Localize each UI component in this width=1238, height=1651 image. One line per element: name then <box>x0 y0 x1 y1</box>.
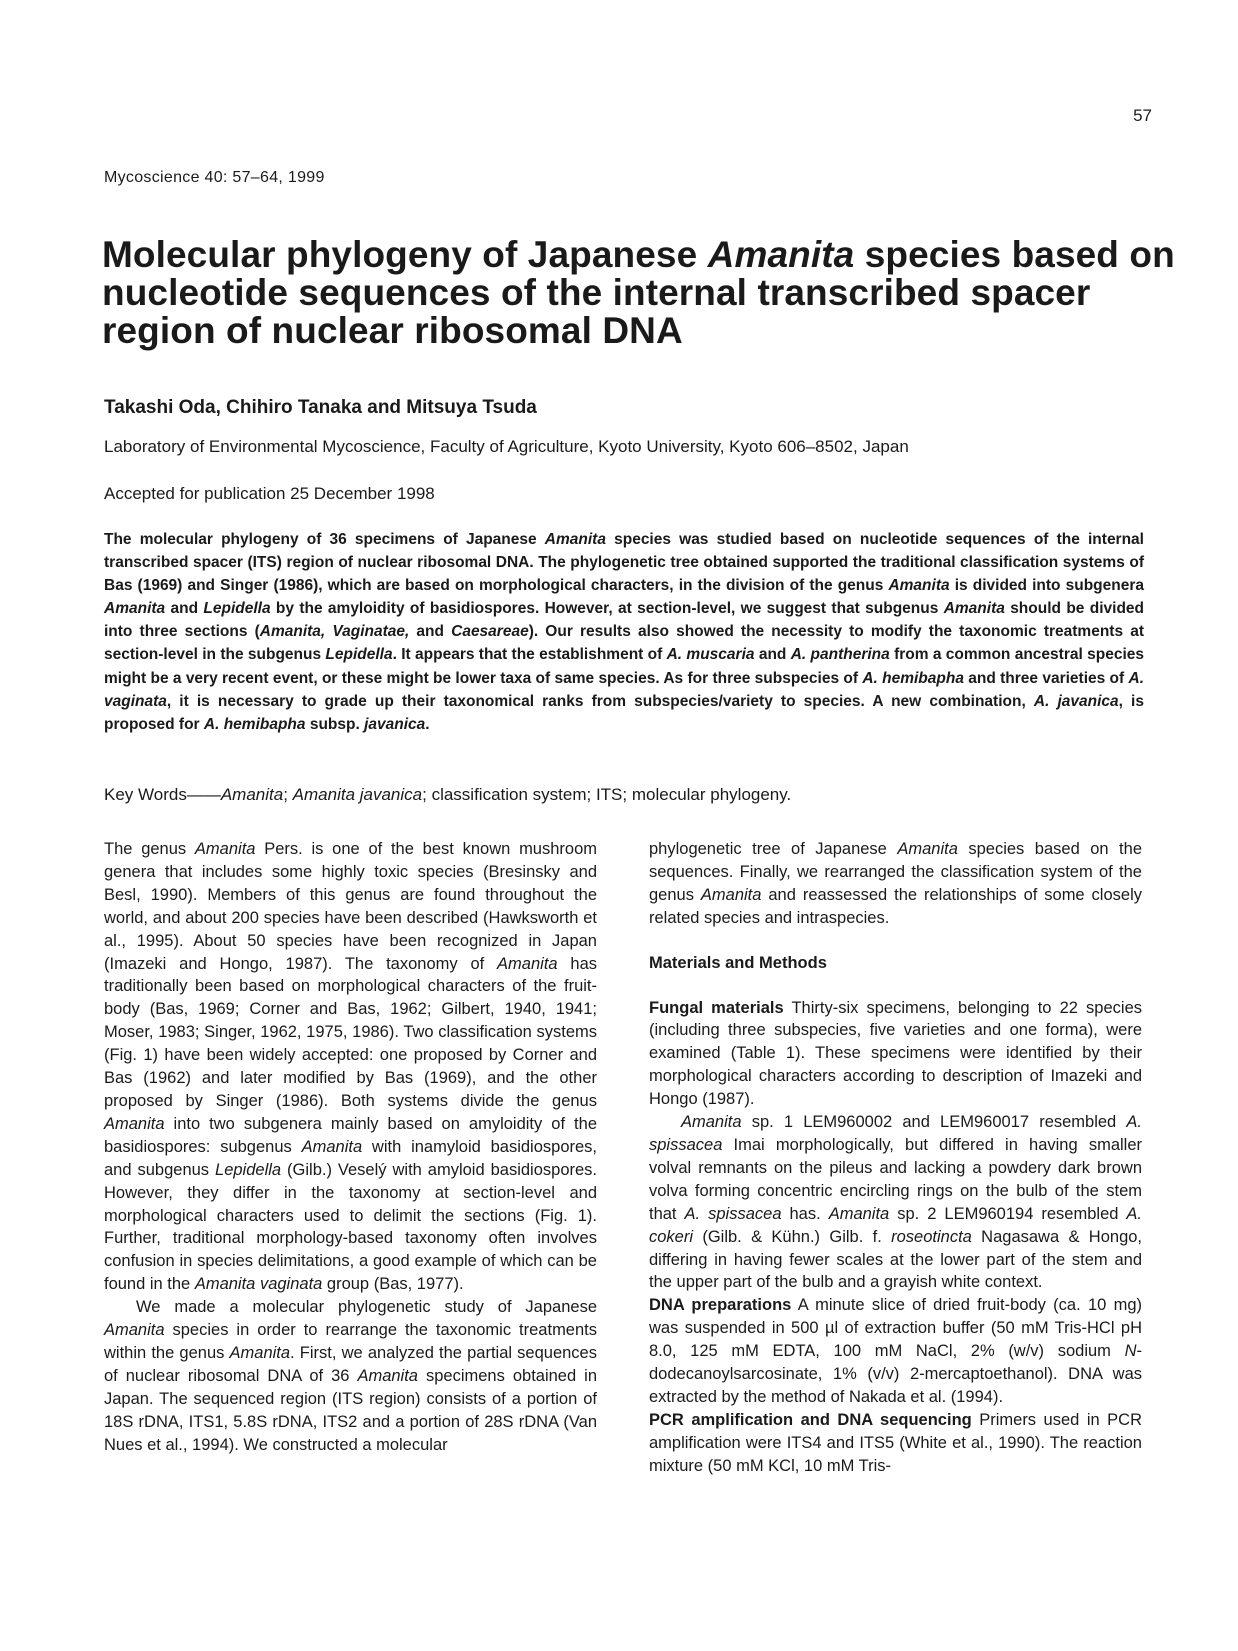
fungal-materials-paragraph: Fungal materials Thirty-six specimens, belonging to 22 species (including three subspecies, five varieties and one forma), were examined (Table 1). These specimens were identified by their morphological characters according to description of Imazeki and Hongo (1987). <box>649 998 1142 1109</box>
dna-preparations-paragraph: DNA preparations A minute slice of dried fruit-body (ca. 10 mg) was suspended in 500 µl of extraction buffer (50 mM Tris-HCl pH 8.0, 125 mM EDTA, 100 mM NaCl, 2% (w/v) sodium N-dodecanoylsarcosinate, 1% (v/v) 2-mercaptoethanol). DNA was extracted by the method of Nakada et al. (1994). <box>649 1296 1142 1406</box>
title-line-2: nucleotide sequences of the internal transcribed spacer <box>102 272 1091 313</box>
intro-paragraph-3: phylogenetic tree of Japanese Amanita species based on the sequences. Finally, we rearranged the classification system of the genus Amanita and reassessed the relationships of some closely related species and intraspecies. <box>649 840 1142 927</box>
intro-paragraph-1: The genus Amanita Pers. is one of the best known mushroom genera that includes some highly toxic species (Bresinsky and Besl, 1990). Members of this genus are found throughout the world, and about 200 species have been described (Hawksworth et al., 1995). About 50 species have been recognized in Japan (Imazeki and Hongo, 1987). The taxonomy of Amanita has traditionally been based on morphological characters of the fruit-body (Bas, 1969; Corner and Bas, 1962; Gilbert, 1940, 1941; Moser, 1983; Singer, 1962, 1975, 1986). Two classification systems (Fig. 1) have been widely accepted: one proposed by Corner and Bas (1962) and later modified by Bas (1969), and the other proposed by Singer (1986). Both systems divide the genus Amanita into two subgenera mainly based on amyloidity of the basidiospores: subgenus Amanita with inamyloid basidiospores, and subgenus Lepidella (Gilb.) Veselý with amyloid basidiospores. However, they differ in the taxonomy at section-level and morphological characters used to delimit the sections (Fig. 1). Further, traditional morphology-based taxonomy often involves confusion in species delimitations, a good example of which can be found in the Amanita vaginata group (Bas, 1977). <box>104 840 598 1294</box>
pcr-paragraph: PCR amplification and DNA sequencing Primers used in PCR amplification were ITS4 and ITS5 (White et al., 1990). The reaction mixture (50 mM KCl, 10 mM Tris- <box>649 1410 1142 1475</box>
key-words: Key Words——Amanita; Amanita javanica; classification system; ITS; molecular phylogeny. <box>104 785 792 804</box>
accepted-date: Accepted for publication 25 December 1998 <box>104 484 435 503</box>
specimen-description-paragraph: Amanita sp. 1 LEM960002 and LEM960017 resembled A. spissacea Imai morphologically, but differed in having smaller volval remnants on the pileus and lacking a powdery dark brown volva forming concentric encircling rings on the bulb of the stem that A. spissacea has. Amanita sp. 2 LEM960194 resembled A. cokeri (Gilb. & Kühn.) Gilb. f. roseotincta Nagasawa & Hongo, differing in having fewer scales at the lower part of the stem and the upper part of the bulb and a grayish white context. <box>649 1113 1143 1292</box>
title-line-3: region of nuclear ribosomal DNA <box>102 310 683 351</box>
abstract: The molecular phylogeny of 36 specimens of Japanese Amanita species was studied based on nucleotide sequences of the internal transcribed spacer (ITS) region of nuclear ribosomal DNA. The phylogenetic tree obtained supported the traditional classification systems of Bas (1969) and Singer (1986), which are based on morphological characters, in the division of the genus Amanita is divided into subgenera Amanita and Lepidella by the amyloidity of basidiospores. However, at section-level, we suggest that subgenus Amanita should be divided into three sections (Amanita, Vaginatae, and Caesareae). Our results also showed the necessity to modify the taxonomic treatments at section-level in the subgenus Lepidella. It appears that the establishment of A. muscaria and A. pantherina from a common ancestral species might be a very recent event, or these might be lower taxa of same species. As for three subspecies of A. hemibapha and three varieties of A. vaginata, it is necessary to grade up their taxonomical ranks from subspecies/variety to species. A new combination, A. javanica, is proposed for A. hemibapha subsp. javanica. <box>104 531 1145 733</box>
page-number: 57 <box>1133 106 1152 125</box>
body-column-left <box>104 838 597 1456</box>
section-heading-materials-methods: Materials and Methods <box>649 953 827 972</box>
title-line-1: Molecular phylogeny of Japanese Amanita species based on <box>102 234 1175 275</box>
authors: Takashi Oda, Chihiro Tanaka and Mitsuya Tsuda <box>104 397 537 418</box>
affiliation: Laboratory of Environmental Mycoscience, Faculty of Agriculture, Kyoto University, Kyoto 606–8502, Japan <box>104 437 909 456</box>
article-title <box>102 234 1175 351</box>
journal-reference: Mycoscience 40: 57–64, 1999 <box>104 169 325 186</box>
body-column-right <box>649 838 1142 1478</box>
intro-paragraph-2: We made a molecular phylogenetic study of Japanese Amanita species in order to rearrange the taxonomic treatments within the genus Amanita. First, we analyzed the partial sequences of nuclear ribosomal DNA of 36 Amanita specimens obtained in Japan. The sequenced region (ITS region) consists of a portion of 18S rDNA, ITS1, 5.8S rDNA, ITS2 and a portion of 28S rDNA (Van Nues et al., 1994). We constructed a molecular <box>104 1298 597 1454</box>
